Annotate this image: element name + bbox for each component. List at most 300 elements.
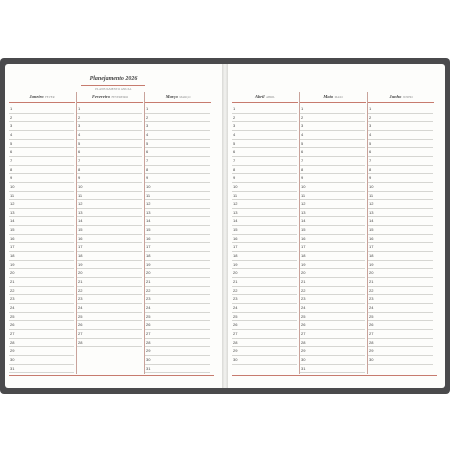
day-row[interactable] — [232, 234, 297, 235]
day-number-value: 19 — [78, 261, 83, 267]
day-row[interactable] — [368, 346, 433, 347]
day-row[interactable] — [145, 372, 210, 373]
day-row[interactable] — [9, 260, 74, 261]
day-row[interactable] — [232, 216, 297, 217]
day-row[interactable] — [145, 130, 210, 131]
day-row[interactable] — [232, 277, 297, 278]
day-row[interactable] — [232, 260, 297, 261]
day-row[interactable] — [300, 320, 365, 321]
day-row[interactable] — [300, 199, 365, 200]
day-row[interactable] — [232, 346, 297, 347]
day-row[interactable] — [300, 355, 365, 356]
day-number-value: 13 — [78, 209, 83, 215]
day-row[interactable] — [77, 312, 142, 313]
day-row[interactable] — [145, 303, 210, 304]
day-number — [369, 124, 371, 128]
day-number — [301, 289, 305, 293]
day-row[interactable] — [232, 225, 297, 226]
day-number-value: 22 — [233, 287, 238, 293]
day-number — [369, 219, 373, 223]
day-row[interactable] — [9, 268, 74, 269]
day-number — [78, 150, 80, 154]
day-number — [369, 280, 373, 284]
day-number-value: 24 — [369, 304, 374, 310]
day-row[interactable] — [145, 355, 210, 356]
day-row[interactable] — [145, 277, 210, 278]
day-row[interactable] — [368, 139, 433, 140]
day-number-value: 12 — [78, 201, 83, 207]
day-row[interactable] — [145, 268, 210, 269]
day-row[interactable] — [232, 156, 297, 157]
day-number-value: 4 — [369, 131, 372, 137]
day-row[interactable] — [9, 225, 74, 226]
day-number-value: 25 — [301, 313, 306, 319]
day-row[interactable] — [145, 364, 210, 365]
day-row[interactable] — [368, 113, 433, 114]
day-row[interactable] — [232, 208, 297, 209]
day-number — [233, 358, 237, 362]
day-row[interactable] — [9, 242, 74, 243]
day-number-value: 13 — [10, 209, 15, 215]
day-number — [301, 168, 303, 172]
day-row[interactable] — [232, 294, 297, 295]
day-row[interactable] — [145, 242, 210, 243]
day-row[interactable] — [145, 165, 210, 166]
day-row[interactable] — [145, 199, 210, 200]
day-number — [146, 341, 150, 345]
day-row[interactable] — [77, 173, 142, 174]
month-week-label: FEVER — [45, 95, 55, 99]
month-week-label: MAIO — [334, 95, 343, 99]
day-row[interactable] — [77, 294, 142, 295]
day-number — [10, 323, 14, 327]
day-number — [369, 271, 373, 275]
day-row[interactable] — [232, 121, 297, 122]
day-row[interactable] — [77, 199, 142, 200]
day-number-value: 17 — [233, 244, 238, 250]
day-number — [146, 297, 150, 301]
day-number-value: 3 — [369, 123, 372, 129]
day-row[interactable] — [232, 251, 297, 252]
day-number-value: 26 — [78, 322, 83, 328]
day-row[interactable] — [9, 173, 74, 174]
day-row[interactable] — [9, 113, 74, 114]
day-number-value: 21 — [78, 279, 83, 284]
day-row[interactable] — [300, 303, 365, 304]
day-number — [233, 211, 237, 215]
day-row[interactable] — [300, 182, 365, 183]
day-row[interactable] — [145, 320, 210, 321]
day-row[interactable] — [368, 294, 433, 295]
day-row[interactable] — [9, 294, 74, 295]
day-row[interactable] — [77, 208, 142, 209]
day-row[interactable] — [9, 139, 74, 140]
day-number-value: 17 — [10, 244, 15, 250]
month-name: Janeiro — [29, 94, 44, 99]
day-row[interactable] — [300, 191, 365, 192]
day-row[interactable] — [368, 286, 433, 287]
day-row[interactable] — [232, 147, 297, 148]
day-row[interactable] — [145, 121, 210, 122]
day-row[interactable] — [145, 260, 210, 261]
day-number — [369, 133, 371, 137]
day-row[interactable] — [300, 173, 365, 174]
day-row[interactable] — [368, 156, 433, 157]
day-row[interactable] — [9, 121, 74, 122]
day-row[interactable] — [77, 260, 142, 261]
day-row[interactable] — [77, 242, 142, 243]
day-number — [78, 168, 80, 172]
day-row[interactable] — [77, 329, 142, 330]
day-row[interactable] — [368, 216, 433, 217]
day-row[interactable] — [232, 139, 297, 140]
day-row[interactable] — [368, 320, 433, 321]
day-row[interactable] — [232, 312, 297, 313]
day-row[interactable] — [77, 338, 142, 339]
day-number-value: 30 — [10, 356, 15, 362]
day-row[interactable] — [300, 147, 365, 148]
day-number — [78, 116, 80, 120]
day-number — [78, 332, 82, 336]
month-week-label: FEVEREIRO — [111, 95, 128, 99]
day-row[interactable] — [232, 165, 297, 166]
day-number-value: 18 — [233, 253, 238, 259]
day-number-value: 16 — [369, 235, 374, 241]
day-row[interactable] — [300, 225, 365, 226]
day-row[interactable] — [300, 208, 365, 209]
day-row[interactable] — [77, 130, 142, 131]
day-row[interactable] — [300, 260, 365, 261]
day-row[interactable] — [368, 312, 433, 313]
day-row[interactable] — [368, 225, 433, 226]
day-number — [10, 289, 14, 293]
day-row[interactable] — [9, 355, 74, 356]
day-row[interactable] — [145, 191, 210, 192]
day-number-value: 8 — [233, 166, 236, 172]
day-number — [10, 341, 14, 345]
day-number-value: 25 — [233, 313, 238, 319]
day-row[interactable] — [300, 165, 365, 166]
day-row[interactable] — [368, 329, 433, 330]
day-row[interactable] — [9, 234, 74, 235]
day-number-value: 7 — [301, 157, 304, 163]
day-row[interactable] — [232, 113, 297, 114]
day-row[interactable] — [300, 113, 365, 114]
day-number-value: 1 — [233, 106, 236, 111]
day-number — [369, 358, 373, 362]
day-number — [78, 228, 82, 232]
month-header — [299, 94, 367, 99]
day-row[interactable] — [300, 364, 365, 365]
day-row[interactable] — [368, 355, 433, 356]
day-number-value: 15 — [78, 227, 83, 233]
day-number-value: 2 — [301, 114, 304, 120]
day-number — [233, 185, 237, 189]
day-number-value: 28 — [233, 339, 238, 345]
day-row[interactable] — [145, 147, 210, 148]
day-number — [78, 237, 82, 241]
day-row[interactable] — [77, 225, 142, 226]
day-number-value: 9 — [146, 175, 149, 181]
day-row[interactable] — [232, 338, 297, 339]
day-row[interactable] — [145, 286, 210, 287]
day-row[interactable] — [232, 199, 297, 200]
day-number-value: 14 — [233, 218, 238, 224]
day-row[interactable] — [145, 346, 210, 347]
day-row[interactable] — [232, 130, 297, 131]
day-number — [233, 159, 235, 163]
day-row[interactable] — [145, 113, 210, 114]
day-row[interactable] — [368, 303, 433, 304]
day-row[interactable] — [9, 338, 74, 339]
day-number — [369, 254, 373, 258]
day-row[interactable] — [77, 165, 142, 166]
day-number-value: 26 — [369, 322, 374, 328]
day-number-value: 13 — [146, 209, 151, 215]
day-number — [301, 142, 303, 146]
day-number — [369, 289, 373, 293]
day-row[interactable] — [300, 139, 365, 140]
day-row[interactable] — [368, 251, 433, 252]
day-row[interactable] — [232, 364, 297, 365]
day-number-value: 1 — [10, 106, 13, 111]
day-row[interactable] — [368, 338, 433, 339]
day-row[interactable] — [300, 312, 365, 313]
day-number — [10, 271, 14, 275]
day-row[interactable] — [9, 216, 74, 217]
day-number-value: 24 — [78, 304, 83, 310]
day-number-value: 13 — [369, 209, 374, 215]
day-row[interactable] — [300, 372, 365, 373]
day-row[interactable] — [300, 216, 365, 217]
day-row[interactable] — [145, 225, 210, 226]
day-number — [301, 219, 305, 223]
day-number-value: 2 — [146, 114, 149, 120]
day-number-value: 21 — [233, 279, 238, 284]
day-number — [301, 237, 305, 241]
day-row[interactable] — [368, 268, 433, 269]
day-number — [78, 142, 80, 146]
day-number — [146, 107, 148, 111]
day-row[interactable] — [368, 277, 433, 278]
day-row[interactable] — [9, 191, 74, 192]
day-number-value: 4 — [10, 131, 13, 137]
day-number-value: 3 — [301, 123, 304, 129]
day-row[interactable] — [77, 234, 142, 235]
day-row[interactable] — [232, 268, 297, 269]
day-row[interactable] — [145, 329, 210, 330]
day-row[interactable] — [232, 355, 297, 356]
day-row[interactable] — [9, 320, 74, 321]
day-row[interactable] — [77, 251, 142, 252]
day-row[interactable] — [77, 121, 142, 122]
day-number — [10, 159, 12, 163]
day-row[interactable] — [77, 182, 142, 183]
day-number-value: 15 — [146, 227, 151, 233]
day-row[interactable] — [9, 130, 74, 131]
day-number — [369, 341, 373, 345]
day-row[interactable] — [232, 173, 297, 174]
day-row[interactable] — [232, 242, 297, 243]
day-number-value: 15 — [10, 227, 15, 233]
day-row[interactable] — [368, 199, 433, 200]
day-row[interactable] — [77, 286, 142, 287]
day-row[interactable] — [77, 113, 142, 114]
day-row[interactable] — [300, 234, 365, 235]
day-number — [301, 211, 305, 215]
day-number-value: 14 — [369, 218, 374, 224]
day-number — [146, 254, 150, 258]
day-number — [10, 133, 12, 137]
day-row[interactable] — [77, 139, 142, 140]
day-row[interactable] — [9, 346, 74, 347]
day-row[interactable] — [9, 165, 74, 166]
day-row[interactable] — [77, 147, 142, 148]
day-number-value: 30 — [301, 356, 306, 362]
day-number-value: 5 — [369, 140, 372, 146]
day-row[interactable] — [145, 182, 210, 183]
day-row[interactable] — [9, 286, 74, 287]
day-row[interactable] — [232, 191, 297, 192]
day-row[interactable] — [300, 121, 365, 122]
day-number — [10, 358, 14, 362]
day-row[interactable] — [77, 268, 142, 269]
day-row[interactable] — [145, 251, 210, 252]
day-row[interactable] — [300, 294, 365, 295]
month-header — [76, 94, 144, 99]
day-row[interactable] — [77, 277, 142, 278]
day-number — [146, 159, 148, 163]
day-row[interactable] — [300, 268, 365, 269]
right-page — [228, 64, 445, 388]
day-row[interactable] — [9, 156, 74, 157]
day-row[interactable] — [368, 208, 433, 209]
day-row[interactable] — [145, 294, 210, 295]
day-number-value: 15 — [233, 227, 238, 233]
day-number — [10, 315, 14, 319]
day-row[interactable] — [368, 173, 433, 174]
day-row[interactable] — [9, 251, 74, 252]
day-row[interactable] — [300, 130, 365, 131]
day-row[interactable] — [368, 165, 433, 166]
day-number-value: 6 — [233, 149, 236, 155]
day-row[interactable] — [368, 260, 433, 261]
day-number — [233, 168, 235, 172]
day-row[interactable] — [300, 242, 365, 243]
day-number — [10, 297, 14, 301]
day-number — [233, 194, 237, 198]
day-row[interactable] — [9, 277, 74, 278]
day-row[interactable] — [9, 147, 74, 148]
day-row[interactable] — [232, 329, 297, 330]
day-number — [146, 228, 150, 232]
day-number-value: 6 — [78, 149, 81, 155]
day-row[interactable] — [145, 208, 210, 209]
day-number — [369, 263, 373, 267]
day-row[interactable] — [368, 364, 433, 365]
day-number-value: 28 — [301, 339, 306, 345]
day-row[interactable] — [9, 364, 74, 365]
day-row[interactable] — [300, 329, 365, 330]
month-name: Maio — [323, 94, 334, 99]
day-row[interactable] — [368, 242, 433, 243]
day-number — [78, 341, 82, 345]
day-row[interactable] — [145, 234, 210, 235]
day-row[interactable] — [232, 303, 297, 304]
day-row[interactable] — [300, 251, 365, 252]
day-row[interactable] — [368, 147, 433, 148]
day-row[interactable] — [9, 303, 74, 304]
day-number-value: 8 — [78, 166, 81, 172]
day-row[interactable] — [9, 199, 74, 200]
day-row[interactable] — [9, 312, 74, 313]
day-number-value: 9 — [233, 175, 236, 181]
day-number — [233, 142, 235, 146]
day-number-value: 22 — [78, 287, 83, 293]
day-row[interactable] — [77, 156, 142, 157]
day-number-value: 14 — [10, 218, 15, 224]
day-number — [301, 159, 303, 163]
day-row[interactable] — [300, 286, 365, 287]
day-row[interactable] — [145, 216, 210, 217]
day-row[interactable] — [368, 191, 433, 192]
day-row[interactable] — [145, 312, 210, 313]
day-row[interactable] — [145, 338, 210, 339]
day-row[interactable] — [368, 130, 433, 131]
day-number — [233, 280, 237, 284]
day-number — [10, 237, 14, 241]
day-row[interactable] — [77, 346, 142, 347]
day-row[interactable] — [300, 346, 365, 347]
day-row[interactable] — [368, 182, 433, 183]
day-row[interactable] — [368, 121, 433, 122]
day-number — [233, 315, 237, 319]
day-number — [369, 228, 373, 232]
day-row[interactable] — [77, 320, 142, 321]
day-row[interactable] — [145, 156, 210, 157]
day-row[interactable] — [145, 139, 210, 140]
month-name: Abril — [254, 94, 265, 99]
day-row[interactable] — [77, 303, 142, 304]
day-row[interactable] — [9, 182, 74, 183]
day-number — [78, 194, 82, 198]
day-row[interactable] — [368, 234, 433, 235]
month-header — [144, 94, 212, 99]
day-row[interactable] — [232, 286, 297, 287]
day-number-value: 14 — [301, 218, 306, 224]
planner-title: Planejamento 2026 — [89, 76, 138, 82]
day-number — [78, 263, 82, 267]
day-row[interactable] — [300, 277, 365, 278]
day-row[interactable] — [77, 191, 142, 192]
day-row[interactable] — [300, 338, 365, 339]
day-row[interactable] — [9, 208, 74, 209]
day-number-value: 26 — [146, 322, 151, 328]
day-number-value: 18 — [10, 253, 15, 259]
day-row[interactable] — [232, 320, 297, 321]
day-number-value: 16 — [146, 235, 151, 241]
day-row[interactable] — [145, 173, 210, 174]
month-header-rule — [145, 102, 211, 103]
day-row[interactable] — [9, 372, 74, 373]
day-number-value: 8 — [10, 166, 13, 172]
day-number-value: 19 — [146, 261, 151, 267]
day-row[interactable] — [9, 329, 74, 330]
day-number-value: 29 — [233, 348, 238, 354]
day-row[interactable] — [77, 216, 142, 217]
day-row[interactable] — [232, 182, 297, 183]
day-row[interactable] — [300, 156, 365, 157]
